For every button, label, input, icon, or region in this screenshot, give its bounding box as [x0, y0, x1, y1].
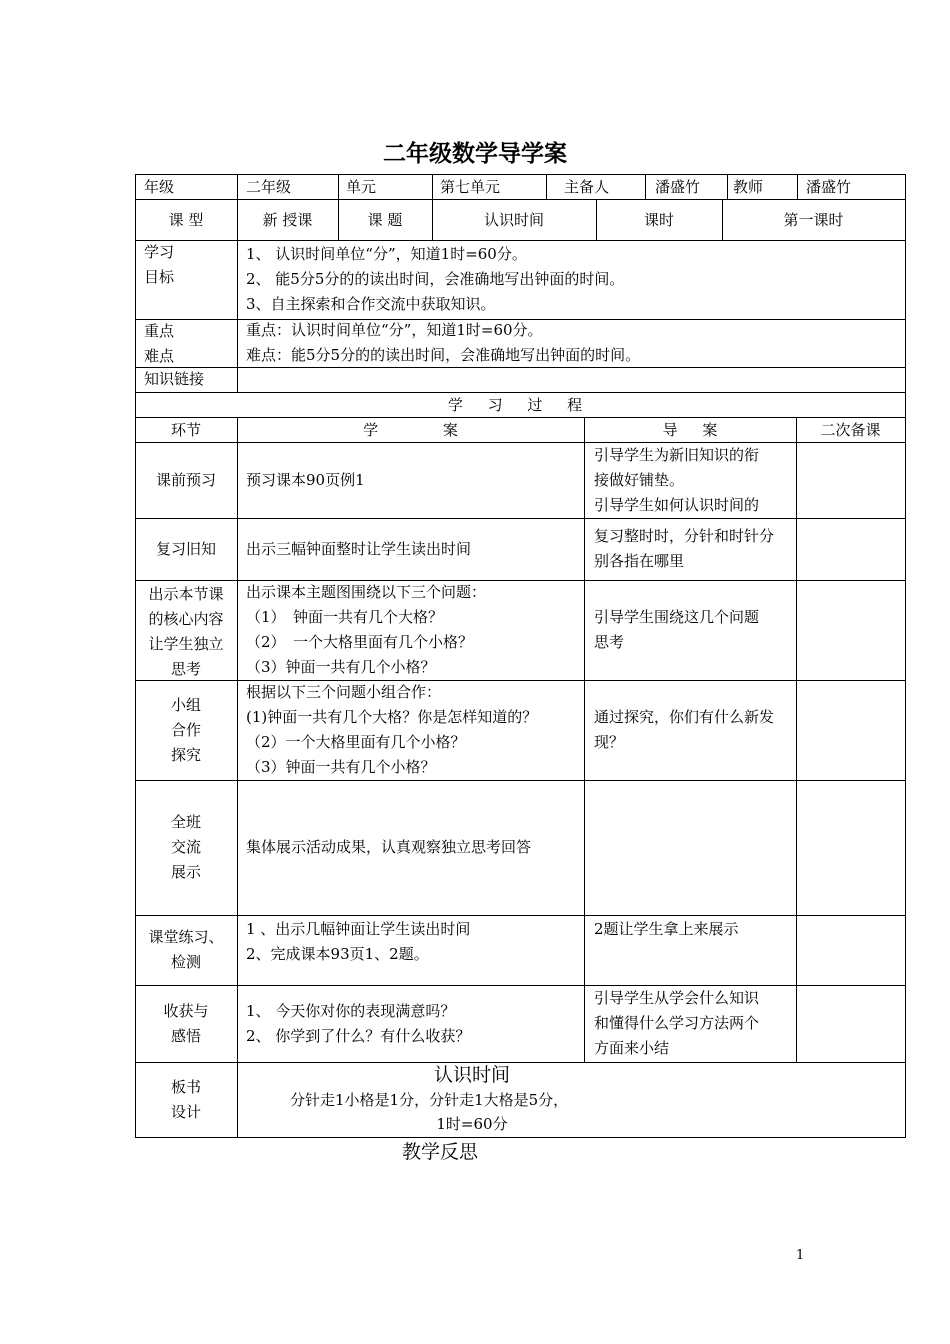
grid-line [546, 174, 547, 200]
row-study: 1、 今天你对你的表现满意吗？ [246, 1002, 456, 1020]
grid-line [338, 174, 339, 200]
row-study: 出示课本主题图围绕以下三个问题： [246, 583, 487, 601]
row-stage: 感悟 [170, 1027, 201, 1045]
page-number: 1 [796, 1248, 805, 1263]
type-label: 课 型 [168, 211, 204, 229]
row-guide: 引导学生为新旧知识的衔 [594, 446, 760, 464]
goal-line: 1、 认识时间单位“分”，知道1时=60分。 [246, 245, 527, 263]
grade-value: 二年级 [246, 178, 292, 196]
teacher-value: 潘盛竹 [806, 178, 852, 196]
row-study: （1） 钟面一共有几个大格？ [246, 608, 444, 626]
row-stage: 让学生独立 [148, 635, 224, 653]
row-stage: 合作 [170, 721, 201, 739]
preparer-value: 潘盛竹 [655, 178, 701, 196]
grid-line [727, 174, 728, 200]
row-stage: 课堂练习、 [148, 928, 224, 946]
row-guide: 复习整时时，分针和时针分 [594, 527, 775, 545]
grade-label: 年级 [144, 178, 175, 196]
type-value: 新 授课 [262, 211, 313, 229]
grid-line [135, 985, 906, 986]
unit-value: 第七单元 [440, 178, 501, 196]
grid-line [237, 417, 238, 1138]
board-heading: 认识时间 [433, 1064, 510, 1086]
row-study: 1 、出示几幅钟面让学生读出时间 [246, 920, 471, 938]
period-value: 第一课时 [783, 211, 844, 229]
topic-label: 课 题 [367, 211, 403, 229]
goal-line: 2、 能5分5分的的读出时间，会准确地写出钟面的时间。 [246, 270, 625, 288]
row-stage: 思考 [170, 660, 201, 678]
board-line2: 1时=60分 [436, 1115, 508, 1133]
row-guide: 和懂得什么学习方法两个 [594, 1014, 760, 1032]
topic-value: 认识时间 [483, 211, 544, 229]
row-stage: 课前预习 [155, 471, 216, 489]
grid-line [584, 417, 585, 1063]
grid-line [797, 174, 798, 200]
unit-label: 单元 [346, 178, 377, 196]
column-study: 学 案 [363, 421, 458, 439]
grid-line [237, 240, 238, 393]
row-guide: 接做好铺垫。 [594, 471, 685, 489]
row-stage: 出示本节课 [148, 585, 224, 603]
grid-line [432, 174, 433, 200]
grid-line [135, 240, 906, 241]
row-guide: 现？ [594, 733, 625, 751]
board-label: 板书 [170, 1078, 201, 1096]
goals-label: 目标 [144, 268, 175, 286]
process-title: 学 习 过 程 [447, 396, 593, 414]
grid-line [237, 174, 238, 200]
row-stage: 探究 [170, 746, 201, 764]
grid-line [135, 518, 906, 519]
row-guide: 思考 [594, 633, 625, 651]
grid-line [135, 915, 906, 916]
column-stage: 环节 [170, 421, 201, 439]
row-guide: 引导学生围绕这几个问题 [594, 608, 760, 626]
row-study: 根据以下三个问题小组合作： [246, 683, 442, 701]
row-study: 2、完成课本93页1、2题。 [246, 945, 429, 963]
row-guide: 方面来小结 [594, 1039, 670, 1057]
row-study: （2） 一个大格里面有几个小格？ [246, 633, 474, 651]
keypoints-label: 重点 [144, 322, 175, 340]
keypoint-line: 重点：认识时间单位“分”，知道1时=60分。 [246, 321, 543, 339]
row-stage: 的核心内容 [148, 610, 224, 628]
row-stage: 交流 [170, 838, 201, 856]
column-guide: 导 案 [662, 421, 718, 439]
board-line1: 分针走1小格是1分，分针走1大格是5分， [290, 1091, 569, 1109]
row-study: （3）钟面一共有几个小格？ [246, 758, 436, 776]
row-study: （3）钟面一共有几个小格？ [246, 658, 436, 676]
row-study: 集体展示活动成果，认真观察独立思考回答 [246, 838, 532, 856]
keypoints-label: 难点 [144, 347, 175, 365]
row-study: 预习课本90页例1 [246, 471, 365, 489]
keypoint-line: 难点：能5分5分的的读出时间，会准确地写出钟面的时间。 [246, 346, 641, 364]
grid-line [645, 174, 646, 200]
row-guide: 引导学生如何认识时间的 [594, 496, 760, 514]
preparer-label: 主备人 [564, 178, 610, 196]
page-title: 二年级数学导学案 [383, 141, 567, 167]
row-stage: 全班 [170, 813, 201, 831]
board-label: 设计 [170, 1103, 201, 1121]
teacher-label: 教师 [733, 178, 764, 196]
knowledge-link-label: 知识链接 [144, 370, 205, 388]
goals-label: 学习 [144, 243, 175, 261]
column-second: 二次备课 [820, 421, 881, 439]
goal-line: 3、自主探索和合作交流中获取知识。 [246, 295, 496, 313]
row-stage: 小组 [170, 696, 201, 714]
row-guide: 2题让学生拿上来展示 [594, 920, 739, 938]
row-study: 2、 你学到了什么？有什么收获？ [246, 1027, 471, 1045]
grid-line [135, 780, 906, 781]
reflection-heading: 教学反思 [402, 1141, 479, 1163]
row-guide: 通过探究，你们有什么新发 [594, 708, 775, 726]
grid-line [135, 1137, 906, 1138]
grid-line [905, 174, 906, 1138]
row-stage: 收获与 [163, 1002, 209, 1020]
row-guide: 引导学生从学会什么知识 [594, 989, 760, 1007]
period-label: 课时 [643, 211, 674, 229]
row-guide: 别各指在哪里 [594, 552, 685, 570]
row-study: (1)钟面一共有几个大格？你是怎样知道的？ [246, 708, 538, 726]
row-study: 出示三幅钟面整时让学生读出时间 [246, 540, 472, 558]
row-stage: 展示 [170, 863, 201, 881]
row-stage: 复习旧知 [155, 540, 216, 558]
row-stage: 检测 [170, 953, 201, 971]
row-study: （2）一个大格里面有几个小格？ [246, 733, 466, 751]
grid-line [796, 417, 797, 1063]
